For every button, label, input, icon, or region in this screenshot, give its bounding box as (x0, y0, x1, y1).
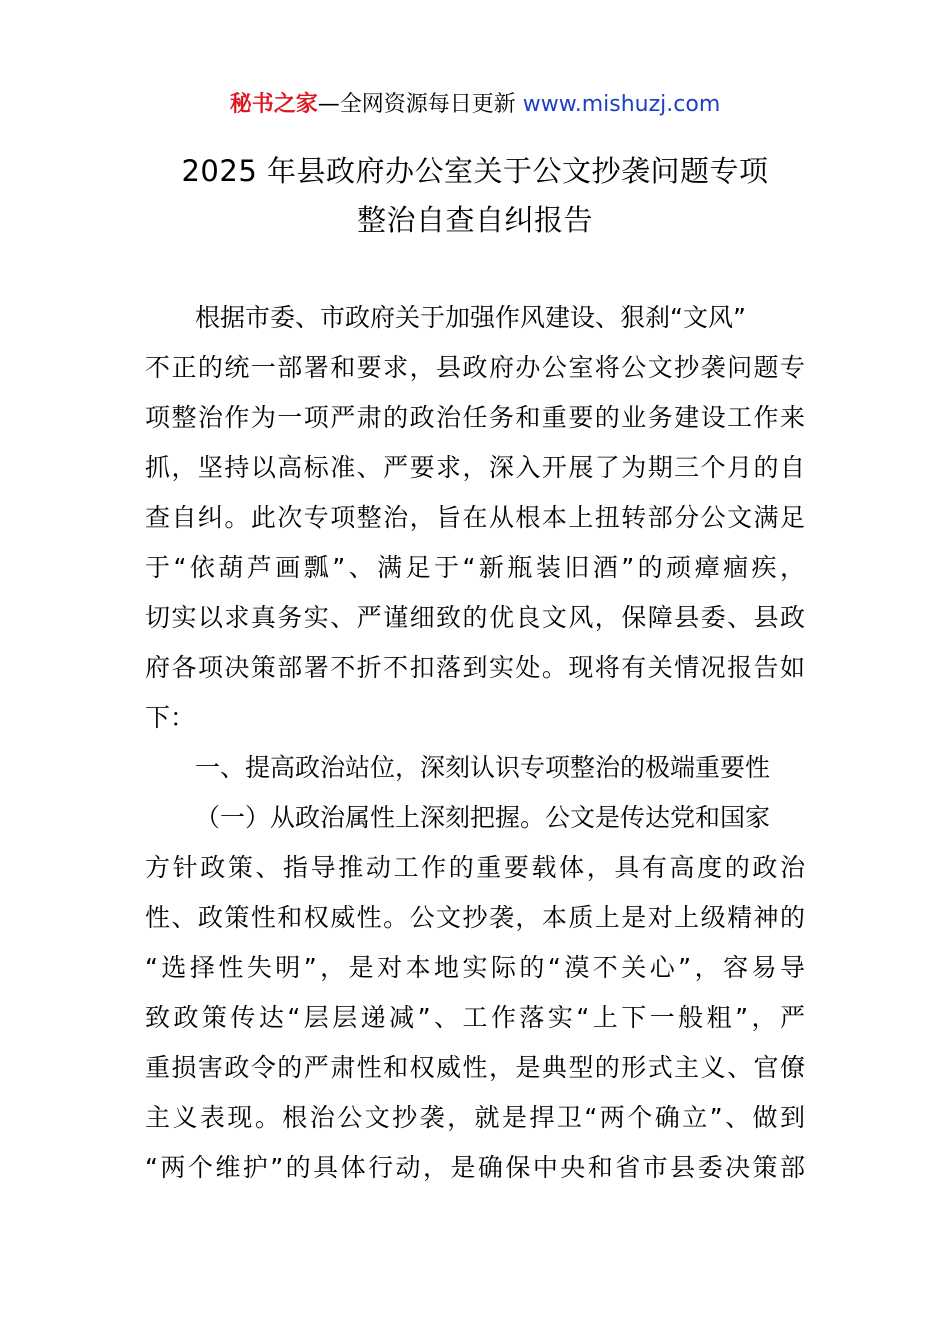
banner-brand: 秘书之家 (229, 92, 318, 117)
title-line: 2025 年县政府办公室关于公文抄袭问题专项 (181, 154, 769, 188)
paragraph-line: 切实以求真务实、严谨细致的优良文风，保障县委、县政 (145, 603, 805, 632)
paragraph-line: 查自纠。此次专项整治，旨在从根本上扭转部分公文满足 (145, 503, 805, 532)
banner-slogan: —全网资源每日更新 (317, 92, 523, 117)
paragraph-line: 致政策传达“层层递减”、工作落实“上下一般粗”，严 (145, 1003, 805, 1032)
section-heading: 一、提高政治站位，深刻认识专项整治的极端重要性 (195, 753, 771, 782)
document-body (145, 293, 805, 1193)
paragraph-line: 重损害政令的严肃性和权威性，是典型的形式主义、官僚 (145, 1053, 805, 1082)
paragraph-line: “选择性失明”，是对本地实际的“漠不关心”，容易导 (145, 953, 805, 982)
paragraph-line: 下： (145, 703, 196, 732)
paragraph-line: 根据市委、市政府关于加强作风建设、狠刹“文风” (195, 303, 746, 332)
document-title (0, 147, 950, 245)
title-line: 整治自查自纠报告 (356, 203, 593, 237)
site-banner (0, 88, 950, 122)
paragraph-line: （一）从政治属性上深刻把握。公文是传达党和国家 (195, 803, 771, 832)
banner-url-link[interactable]: www.mishuzj.com (522, 92, 721, 117)
paragraph-line: 性、政策性和权威性。公文抄袭，本质上是对上级精神的 (145, 903, 805, 932)
paragraph-line: 于“依葫芦画瓢”、满足于“新瓶装旧酒”的顽瘴痼疾， (145, 553, 805, 582)
paragraph-line: 项整治作为一项严肃的政治任务和重要的业务建设工作来 (145, 403, 805, 432)
paragraph-line: 抓，坚持以高标准、严要求，深入开展了为期三个月的自 (145, 453, 805, 482)
paragraph-line: 府各项决策部署不折不扣落到实处。现将有关情况报告如 (145, 653, 805, 682)
paragraph-line: 不正的统一部署和要求，县政府办公室将公文抄袭问题专 (145, 353, 805, 382)
paragraph-line: “两个维护”的具体行动，是确保中央和省市县委决策部 (145, 1153, 805, 1182)
paragraph-line: 方针政策、指导推动工作的重要载体，具有高度的政治 (145, 853, 805, 882)
paragraph-line: 主义表现。根治公文抄袭，就是捍卫“两个确立”、做到 (145, 1103, 805, 1132)
